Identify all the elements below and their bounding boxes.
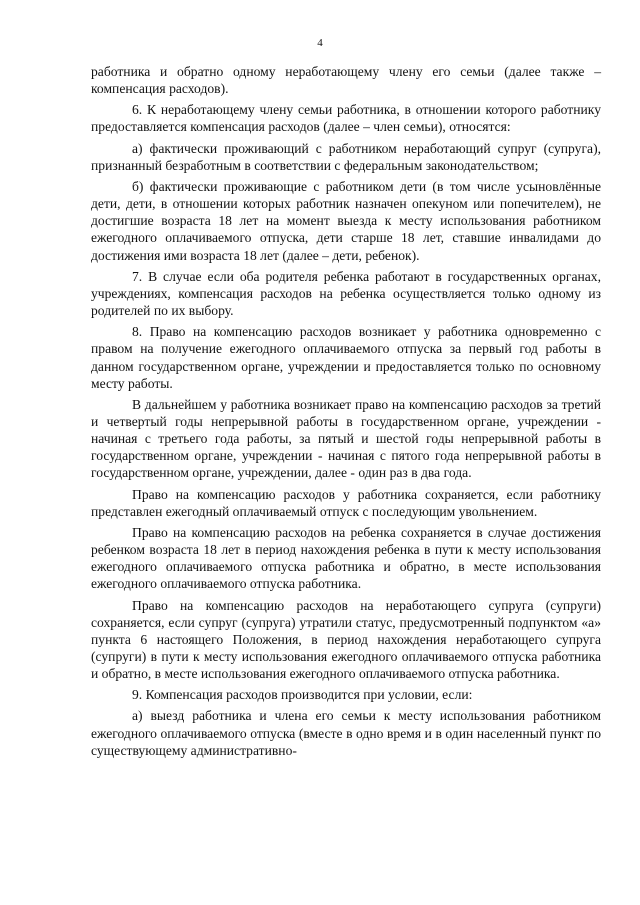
paragraph-8-continued-4: Право на компенсацию расходов на неработающего супруга (супруги) сохраняется, если супруг (супруга) утратили статус, предусмотренный подпунктом «а» пункта 6 настоящего Положения, в период нахождения неработающего супруга (супруги) в пути к месту использования ежегодного оплачиваемого отпуска работника и обратно, в месте использования ежегодного оплачиваемого отпуска работника. — [91, 597, 601, 682]
page-number: 4 — [317, 37, 323, 49]
paragraph-6: 6. К неработающему члену семьи работника, в отношении которого работнику предоставляется компенсация расходов (далее – член семьи), относятся: — [91, 102, 601, 135]
paragraph-9: 9. Компенсация расходов производится при условии, если: — [132, 687, 473, 703]
paragraph-intro: работника и обратно одному неработающему члену его семьи (далее также – компенсация расходов). — [91, 64, 601, 97]
paragraph-6b: б) фактически проживающие с работником дети (в том числе усыновлённые дети, дети, в отношении которых работник назначен опекуном или попечителем), не достигшие возраста 18 лет на момент выезда к месту использования работником ежегодного оплачиваемого отпуска, дети старше 18 лет, ставшие инвалидами до достижения ими возраста 18 лет (далее – дети, ребенок). — [91, 178, 601, 263]
paragraph-8-continued-1: В дальнейшем у работника возникает право на компенсацию расходов за третий и четвертый годы непрерывной работы в государственном органе, учреждении - начиная с третьего года работы, за пятый и шестой годы непрерывной работы в государственном органе, учреждении - начиная с пятого года непрерывной работы в государственном органе, учреждении, далее - один раз в два года. — [91, 396, 601, 481]
paragraph-6a: а) фактически проживающий с работником неработающий супруг (супруга), признанный безработным в соответствии с федеральным законодательством; — [91, 140, 601, 173]
document-body — [91, 63, 601, 763]
paragraph-8: 8. Право на компенсацию расходов возникает у работника одновременно с правом на получение ежегодного оплачиваемого отпуска за первый год работы в данном государственном органе, учреждении и предоставляется только по основному месту работы. — [91, 324, 601, 391]
paragraph-9a: а) выезд работника и члена его семьи к месту использования работником ежегодного оплачиваемого отпуска (вместе в одно время и в один населенный пункт по существующему административно- — [91, 708, 601, 758]
paragraph-7: 7. В случае если оба родителя ребенка работают в государственных органах, учреждениях, компенсация расходов на ребенка осуществляется только одному из родителей по их выбору. — [91, 268, 601, 319]
paragraph-8-continued-2: Право на компенсацию расходов у работника сохраняется, если работнику представлен ежегодный оплачиваемый отпуск с последующим увольнением. — [91, 486, 601, 519]
paragraph-8-continued-3: Право на компенсацию расходов на ребенка сохраняется в случае достижения ребенком возраста 18 лет в период нахождения ребенка в пути к месту использования ежегодного оплачиваемого отпуска работника и обратно, в месте использования ежегодного оплачиваемого отпуска работника. — [91, 524, 601, 592]
